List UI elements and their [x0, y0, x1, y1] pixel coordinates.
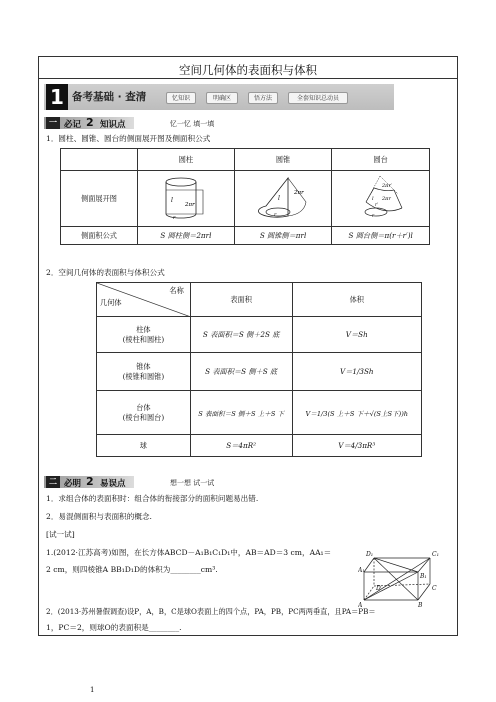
section1-label-a: 必记 [64, 120, 82, 130]
page-number: 1 [90, 686, 95, 694]
banner-title: 备考基础 · 查清 [72, 91, 147, 103]
vertex-c1: C₁ [432, 551, 439, 558]
table2-row-pyramid-volume: V＝1/3Sh [292, 353, 421, 391]
banner-number: 1 [46, 84, 68, 110]
vertex-d: D [376, 585, 381, 592]
section2-sub: 想一想 试一试 [170, 479, 215, 487]
cylinder-net-figure [141, 172, 231, 224]
vertex-b1: B₁ [420, 573, 427, 580]
table-area-volume [96, 282, 422, 457]
table1-header-frustum: 圆台 [332, 149, 430, 171]
formula-frustum: S 圆台侧＝π(r＋r′)l [332, 227, 430, 245]
title-divider [38, 78, 458, 79]
table2-row-pyramid-area: S 表面积＝S 侧＋S 底 [190, 353, 292, 391]
vertex-c: C [432, 585, 437, 592]
formula-cone: S 圆锥侧＝πrl [234, 227, 332, 245]
table2-header-area: 表面积 [190, 283, 292, 317]
cone-net-cell [234, 171, 332, 227]
exercise-2-line-2: 1，PC＝2，则球O的表面积是________. [46, 623, 182, 632]
cone-label-l: l [278, 194, 280, 202]
item-2-heading: 2．空间几何体的表面积与体积公式 [46, 268, 165, 277]
table2-row-frustum-area: S 表面积＝S 侧＋S 上＋S 下 [190, 391, 292, 435]
cone-label-r: r [274, 211, 277, 218]
pill-recall[interactable]: 忆知识 [166, 92, 196, 104]
table2-row-prism-name: 柱体 (棱柱和圆柱) [97, 317, 191, 353]
table2-row-sphere-area: S＝4πR² [190, 435, 292, 457]
section2-label-b: 易误点 [100, 479, 126, 489]
pitfall-2: 2．易混侧面积与表面积的概念. [46, 512, 152, 521]
pill-overview[interactable]: 全套知识总动员 [288, 92, 348, 104]
page-title: 空间几何体的表面积与体积 [179, 63, 317, 77]
table2-row-pyramid-name: 锥体 (棱锥和圆锥) [97, 353, 191, 391]
table2-header-volume: 体积 [292, 283, 421, 317]
vertex-a1: A₁ [358, 567, 365, 574]
section1-label-num: 2 [86, 116, 94, 129]
cyl-label-2pir: 2πr [184, 201, 195, 208]
section2-number: 二 [46, 476, 60, 488]
table2-row-prism-area: S 表面积＝S 侧＋2S 底 [190, 317, 292, 353]
table2-corner [97, 283, 191, 317]
pill-clarify[interactable]: 明确区 [206, 92, 238, 104]
frustum-label-2pir-prime: 2πr′ [381, 182, 392, 189]
try-it-heading: [试一试] [46, 530, 75, 539]
section1-number: 一 [46, 117, 60, 129]
vertex-a: A [358, 602, 363, 608]
frustum-label-2pir: 2πr [381, 195, 391, 202]
table1-row-net-label: 侧面展开图 [61, 171, 138, 227]
section2-label-num: 2 [86, 475, 94, 488]
cylinder-net-cell [138, 171, 235, 227]
frustum-net-figure [336, 172, 426, 224]
section1-sub: 忆一忆 填一填 [170, 120, 215, 128]
cone-label-2pir: 2πr [294, 189, 304, 196]
table2-row-prism-volume: V＝Sh [292, 317, 421, 353]
exercise-2-line-1: 2．(2013·苏州暑假调查)设P，A，B，C是球O表面上的四个点，PA，PB，PC两两垂直，且PA＝PB＝ [46, 607, 376, 616]
table1-corner [61, 149, 138, 171]
cone-net-figure [238, 172, 328, 224]
cyl-label-l: l [170, 196, 173, 204]
formula-cylinder: S 圆柱侧＝2πrl [138, 227, 235, 245]
section2-label-a: 必明 [64, 479, 82, 489]
table2-row-sphere-name: 球 [97, 435, 191, 457]
table1-row-formula-label: 侧面积公式 [61, 227, 138, 245]
item-1-heading: 1．圆柱、圆锥、圆台的侧面展开图及侧面积公式 [46, 134, 211, 143]
table2-corner-top: 名称 [169, 286, 184, 295]
table2-corner-bottom: 几何体 [100, 298, 122, 307]
vertex-d1: D₁ [366, 551, 374, 558]
table1-header-cylinder: 圆柱 [138, 149, 235, 171]
frustum-label-r-prime: r′ [374, 202, 378, 208]
section1-label-b: 知识点 [100, 120, 126, 130]
table2-row-sphere-volume: V＝4/3πR³ [292, 435, 421, 457]
exercise-1-line-2: 2 cm，则四棱锥A BB₁D₁D的体积为________cm³. [46, 565, 218, 574]
table-lateral-area [60, 148, 430, 245]
frustum-net-cell [332, 171, 430, 227]
frustum-label-l: l [371, 195, 374, 202]
cuboid-diagram [358, 544, 446, 608]
frustum-label-r: r [371, 213, 374, 219]
pill-method[interactable]: 悟方法 [248, 92, 278, 104]
pitfall-1: 1．求组合体的表面积时：组合体的衔接部分的面积问题易出错. [46, 494, 259, 503]
exercise-1-line-1: 1.(2012·江苏高考)如图，在长方体ABCD－A₁B₁C₁D₁中，AB＝AD＝3 cm，AA₁＝ [46, 548, 332, 557]
vertex-b: B [418, 602, 423, 608]
table2-row-frustum-name: 台体 (棱台和圆台) [97, 391, 191, 435]
cyl-label-r: r [172, 214, 176, 221]
table2-row-frustum-volume: V＝1/3(S 上＋S 下＋√(S上S下))h [292, 391, 421, 435]
table1-header-cone: 圆锥 [234, 149, 332, 171]
